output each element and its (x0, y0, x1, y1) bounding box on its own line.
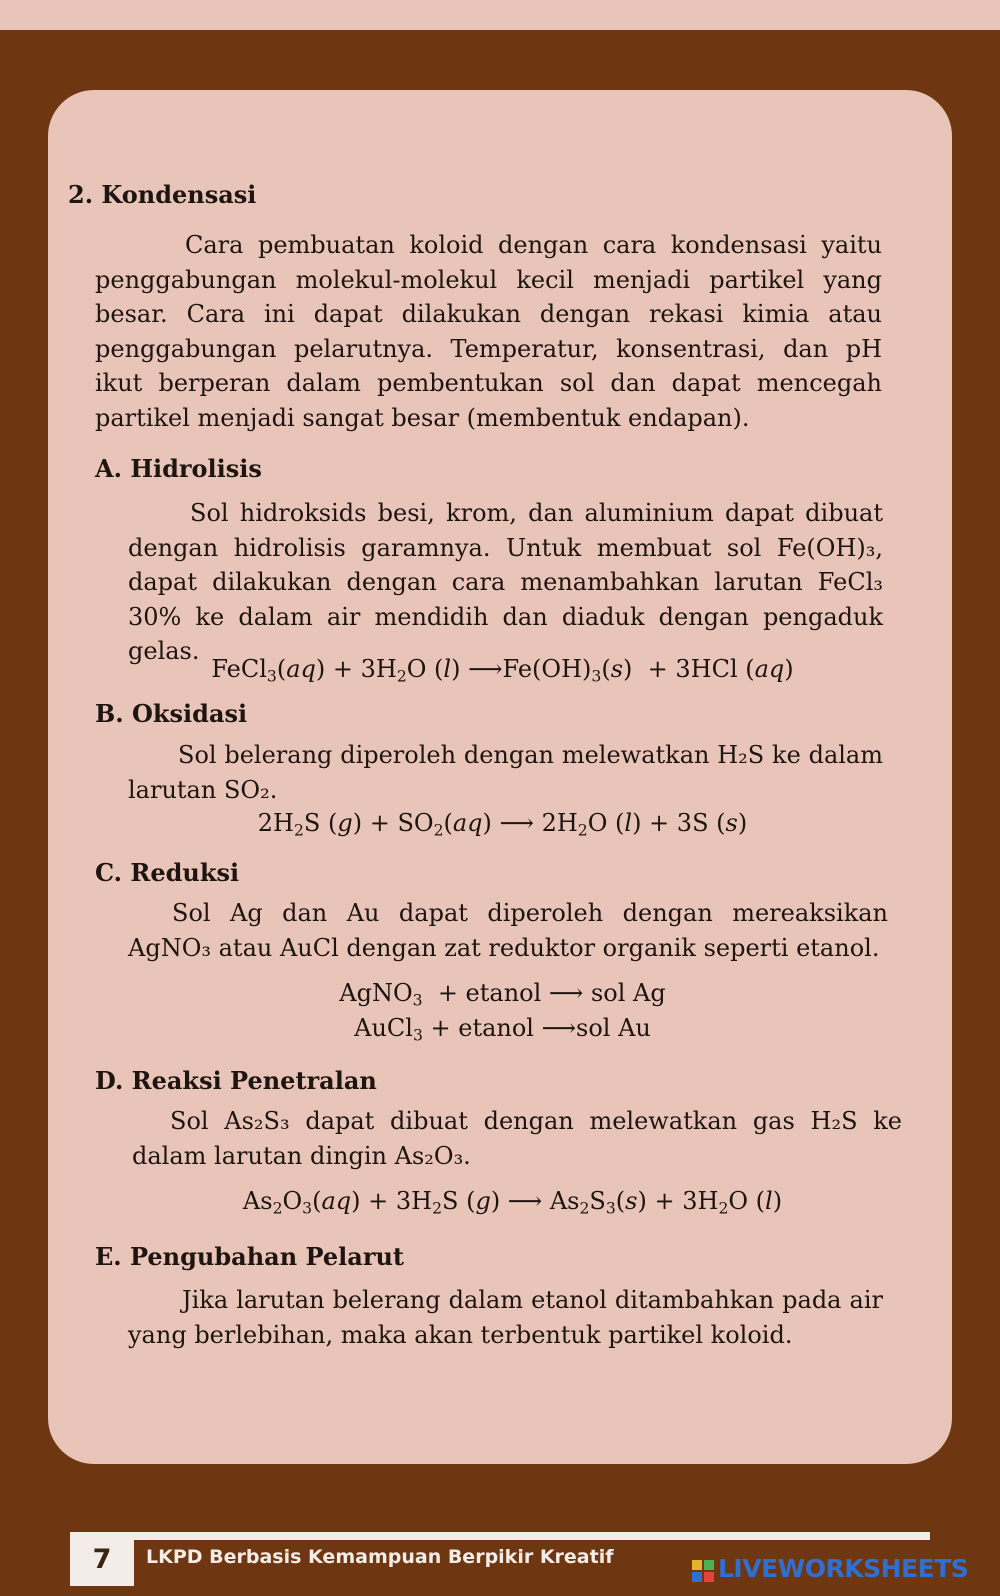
subsection-e-title: E. Pengubahan Pelarut (95, 1242, 405, 1271)
equation-oksidasi: $2H_2S$ $(g) + SO_2(aq)$ ⟶ $2H_2O$ (l) + 3S (s) (257, 809, 748, 840)
subsection-a-text: Sol hidroksids besi, krom, dan aluminium dapat dibuat dengan hidrolisis garamnya. Untuk membuat sol Fe(OH)₃, dapat dilakukan dengan cara menambahkan larutan FeCl₃ 30% ke dalam air mendidih dan diaduk dengan pengaduk gelas. (128, 499, 883, 665)
subsection-e-text: Jika larutan belerang dalam etanol ditambahkan pada air yang berlebihan, maka akan terbentuk partikel koloid. (128, 1286, 883, 1349)
equation-reduksi-ag: AgNO$_3$ + etanol ⟶ sol Ag (339, 979, 666, 1010)
page-number: 7 (70, 1536, 134, 1586)
footer-rule (70, 1532, 930, 1540)
top-band (0, 0, 1000, 30)
liveworksheets-logo-icon (692, 1560, 714, 1582)
subsection-d-text: Sol As₂S₃ dapat dibuat dengan melewatkan gas H₂S ke dalam larutan dingin As₂O₃. (132, 1107, 902, 1170)
intro-paragraph: Cara pembuatan koloid dengan cara kondensasi yaitu penggabungan molekul-molekul kecil menjadi partikel yang besar. Cara ini dapat dilakukan dengan rekasi kimia atau penggabungan pelarutnya. Temperatur, konsentrasi, dan pH ikut berperan dalam pembentukan sol dan dapat mencegah partikel menjadi sangat besar (membentuk endapan). (95, 231, 882, 432)
section-title: 2. Kondensasi (68, 180, 257, 209)
subsection-b-title: B. Oksidasi (95, 699, 248, 728)
equation-reduksi-au: AuCl$_3$ + etanol ⟶sol Au (354, 1014, 651, 1045)
subsection-b-text: Sol belerang diperoleh dengan melewatkan H₂S ke dalam larutan SO₂. (128, 741, 883, 804)
equation-penetralan: $As_2O_3(aq) + 3H_2S$ (g) ⟶ $As_2S_3(s) + 3H_2O$ (l) (242, 1187, 783, 1218)
equation-hidrolisis: FeCl$_3$(aq) + $3H_2O$ (l) $⟶Fe(OH)_3(s) + 3HCl$ (aq) (211, 655, 794, 686)
subsection-c-title: C. Reduksi (95, 858, 240, 887)
subsection-d-title: D. Reaksi Penetralan (95, 1066, 377, 1095)
liveworksheets-watermark[interactable]: LIVEWORKSHEETS (718, 1554, 969, 1583)
subsection-c-text: Sol Ag dan Au dapat diperoleh dengan mereaksikan AgNO₃ atau AuCl dengan zat reduktor organik seperti etanol. (128, 899, 888, 962)
subsection-a-title: A. Hidrolisis (95, 454, 262, 483)
footer-title: LKPD Berbasis Kemampuan Berpikir Kreatif (146, 1546, 614, 1568)
